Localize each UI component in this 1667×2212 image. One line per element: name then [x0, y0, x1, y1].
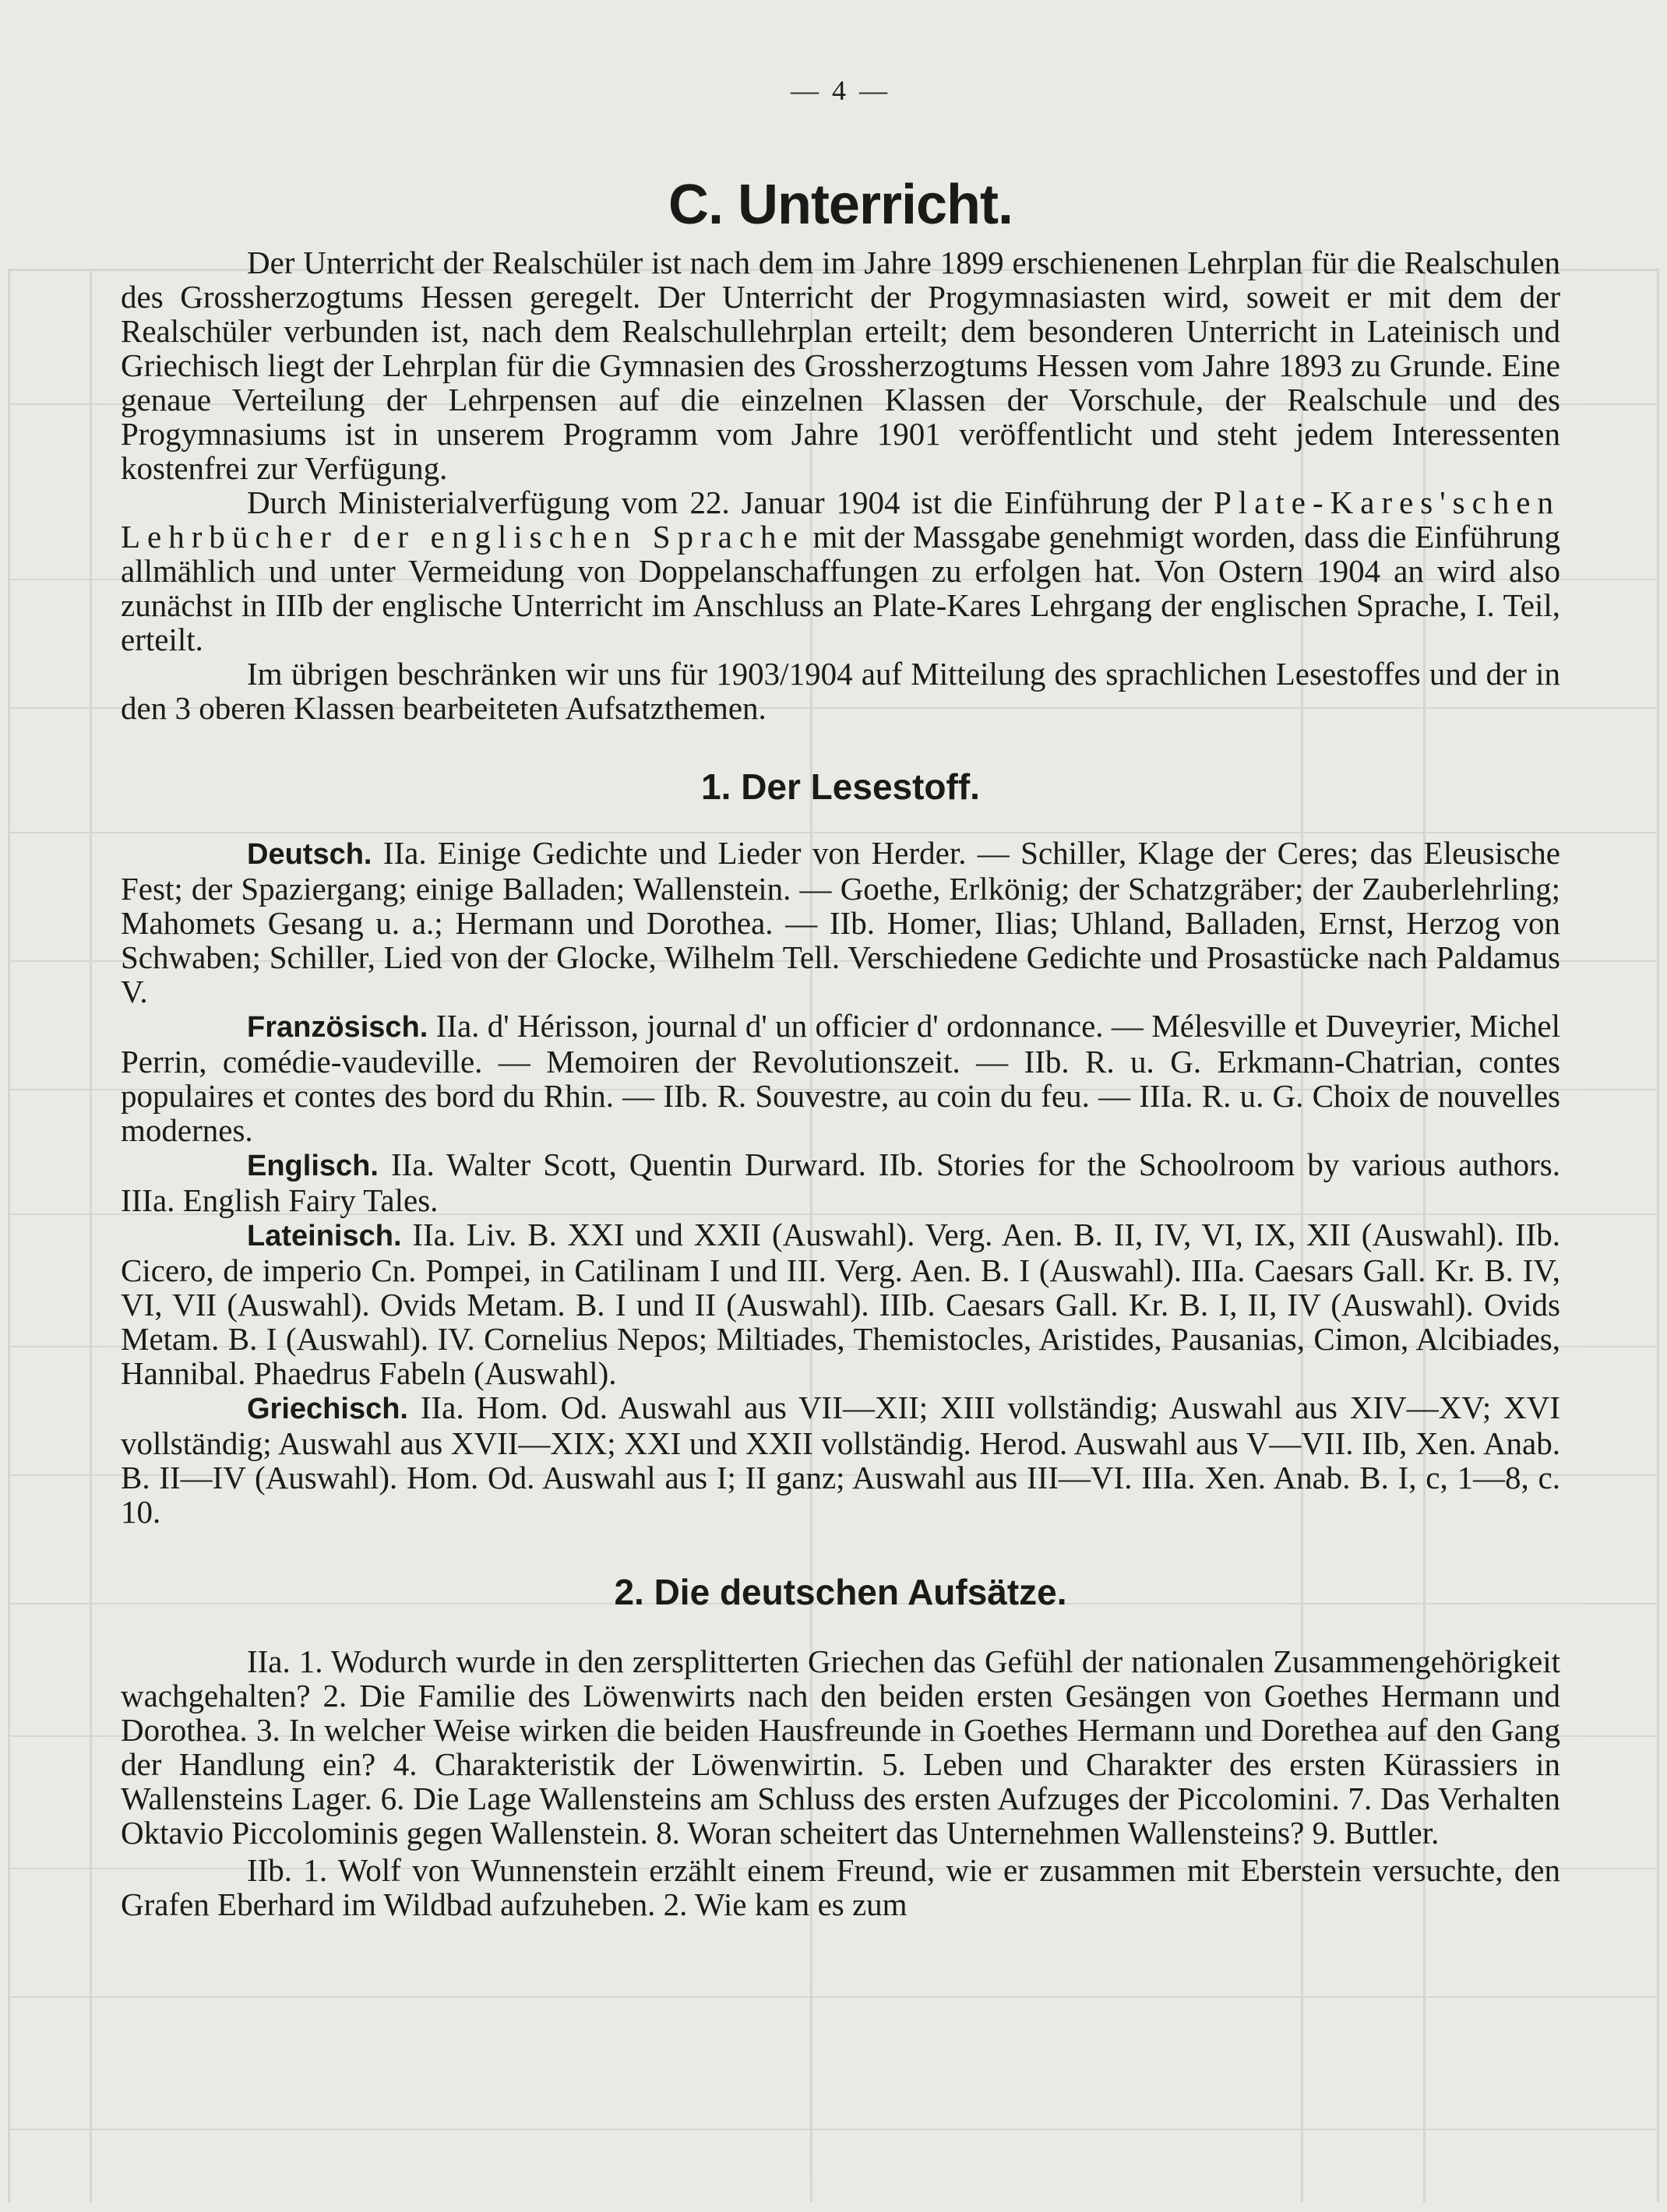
paragraph-text: Der Unterricht der Realschüler ist nach dem im Jahre 1899 erschienenen Lehrplan für die Realschulen des Grossherzogtums Hessen geregelt. Der Unterricht der Progymnasiasten wird, soweit er mit dem der Realschüler verbunden ist, nach dem Realschullehrplan erteilt; dem besonderen Unterricht in Lateinisch und Griechisch liegt der Lehrplan für die Gymnasien des Grossherzogtums Hessen vom Jahre 1893 zu Grunde. Eine genaue Verteilung der Lehrpensen auf die einzelnen Klassen der Vorschule, der Realschule und des Progymnasiums ist in unserem Programm vom Jahre 1901 veröffentlicht und steht jedem Interessenten kostenfrei zur Verfügung. — [121, 245, 1560, 486]
intro-paragraph — [121, 657, 1560, 725]
lesestoff-entry — [121, 1009, 1560, 1147]
lesestoff-entry — [121, 1147, 1560, 1217]
lesestoff-entry — [121, 1390, 1560, 1529]
lesestoff-entry — [121, 1217, 1560, 1390]
aufsaetze-list — [121, 1644, 1560, 1921]
subject-label: Lateinisch. — [247, 1220, 402, 1252]
lesestoff-entry — [121, 836, 1560, 1009]
intro-paragraph — [121, 485, 1560, 657]
page-number: — 4 — — [791, 75, 890, 106]
subject-text: IIa. Einige Gedichte und Lieder von Herder. — Schiller, Klage der Ceres; das Eleusische Fest; der Spaziergang; einige Balladen; Wallenstein. — Goethe, Erlkönig; der Schatzgräber; der Zauberlehrling; Mahomets Gesang u. a.; Hermann und Dorothea. — IIb. Homer, Ilias; Uhland, Balladen, Ernst, Herzog von Schwaben; Schiller, Lied von der Glocke, Wilhelm Tell. Verschiedene Gedichte und Prosastücke nach Paldamus V. — [121, 835, 1560, 1009]
intro-paragraphs — [121, 245, 1560, 725]
paragraph-text: Durch Ministerialverfügung vom 22. Januar 1904 ist die Einführung der — [247, 484, 1214, 520]
subject-label: Deutsch. — [247, 838, 372, 871]
subject-text: IIa. Liv. B. XXI und XXII (Auswahl). Verg. Aen. B. II, IV, VI, IX, XII (Auswahl). IIb. Cicero, de imperio Cn. Pompei, in Catilinam I und III. Verg. Aen. B. I (Auswahl). IIIa. Caesars Gall. Kr. B. IV, VI, VII (Auswahl). Ovids Metam. B. I und II (Auswahl). IIIb. Caesars Gall. Kr. B. I, II, IV (Auswahl). Ovids Metam. B. I (Auswahl). IV. Cornelius Nepos; Miltiades, Themistocles, Aristides, Pausanias, Cimon, Alcibiades, Hannibal. Phaedrus Fabeln (Auswahl). — [121, 1217, 1560, 1391]
paragraph-text: Im übrigen beschränken wir uns für 1903/1904 auf Mitteilung des sprachlichen Lesestoffes und der in den 3 oberen Klassen bearbeiteten Aufsatzthemen. — [121, 656, 1560, 726]
subject-text: IIa. d' Hérisson, journal d' un officier d' ordonnance. — Mélesville et Duveyrier, Michel Perrin, comédie-vaudeville. — Memoiren der Revolutionszeit. — IIb. R. u. G. Erkmann-Chatrian, contes populaires et contes des bord du Rhin. — IIb. R. Souvestre, au coin du feu. — IIIa. R. u. G. Choix de nouvelles modernes. — [121, 1008, 1560, 1148]
subject-label: Englisch. — [247, 1150, 379, 1182]
lesestoff-list — [121, 836, 1560, 1529]
paragraph-text: mit der Massgabe genehmigt worden, dass die Einführung allmählich und unter Vermeidung von Doppelanschaffungen zu erfolgen hat. Von Ostern 1904 an wird also zunächst in IIIb der englische Unterricht im Anschluss an Plate-Kares Lehrgang der englischen Sprache, I. Teil, erteilt. — [121, 519, 1561, 657]
subject-text: IIa. Walter Scott, Quentin Durward. IIb. Stories for the Schoolroom by various authors. IIIa. English Fairy Tales. — [121, 1147, 1560, 1218]
subject-label: Französisch. — [247, 1011, 428, 1044]
subject-text: IIa. Hom. Od. Auswahl aus VII—XII; XIII vollständig; Auswahl aus XIV—XV; XVI vollständig; Auswahl aus XVII—XIX; XXI und XXII vollständig. Herod. Auswahl aus V—VII. IIb, Xen. Anab. B. II—IV (Auswahl). Hom. Od. Auswahl aus I; II ganz; Auswahl aus III—VI. IIIa. Xen. Anab. B. I, c, 1—8, c. 10. — [121, 1390, 1560, 1530]
page-content — [121, 74, 1560, 1921]
aufsatz-paragraph: IIb. 1. Wolf von Wunnenstein erzählt einem Freund, wie er zusammen mit Eberstein versuchte, den Grafen Eberhard im Wildbad aufzuheben. 2. Wie kam es zum — [121, 1852, 1560, 1922]
lesestoff-heading: 1. Der Lesestoff. — [701, 766, 980, 807]
aufsatz-paragraph: IIa. 1. Wodurch wurde in den zersplitterten Griechen das Gefühl der nationalen Zusammengehörigkeit wachgehalten? 2. Die Familie des Löwenwirts nach den beiden ersten Gesängen von Goethes Hermann und Dorothea. 3. In welcher Weise wirken die beiden Hausfreunde in Goethes Hermann und Dorethea auf den Gang der Handlung ein? 4. Charakteristik der Löwenwirtin. 5. Leben und Charakter des ersten Kürassiers in Wallensteins Lager. 6. Die Lage Wallensteins am Schluss des ersten Aufzuges der Piccolomini. 7. Das Verhalten Oktavio Piccolominis gegen Wallenstein. 8. Woran scheitert das Unternehmen Wallensteins? 9. Buttler. — [121, 1643, 1560, 1851]
spaced-text: Plate-Kares'schen Lehrbücher der englischen Sprache — [121, 484, 1560, 555]
aufsaetze-heading: 2. Die deutschen Aufsätze. — [614, 1572, 1067, 1612]
subject-label: Griechisch. — [247, 1393, 408, 1425]
section-title: C. Unterricht. — [668, 174, 1013, 236]
intro-paragraph — [121, 245, 1560, 485]
